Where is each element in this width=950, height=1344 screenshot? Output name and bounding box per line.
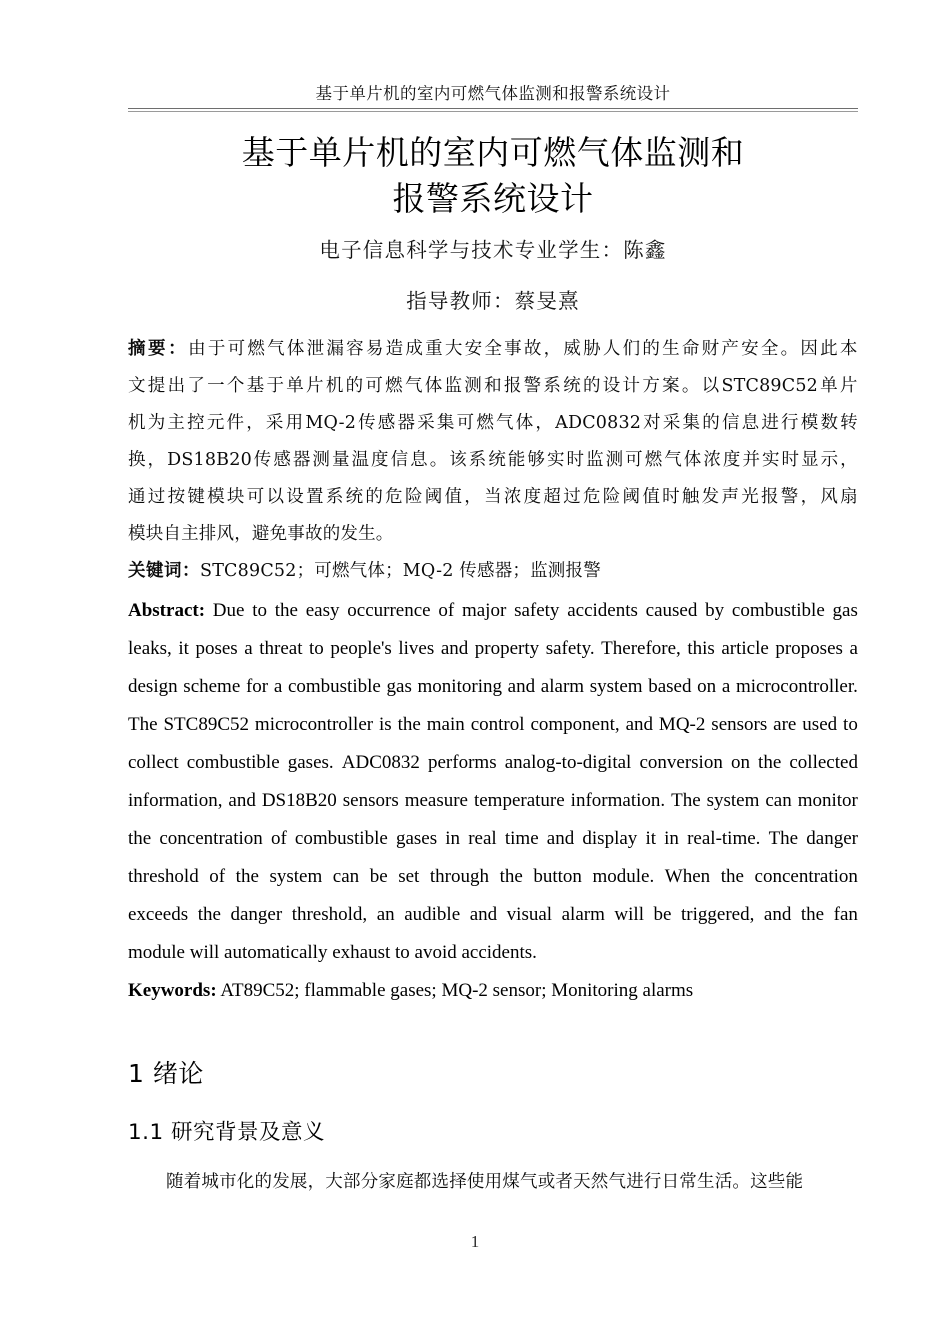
abstract-cn-block	[128, 331, 858, 553]
abstract-en-line: information, and DS18B20 sensors measure temperature information. The system can monitor	[128, 789, 858, 811]
page-title-line-1: 基于单片机的室内可燃气体监测和	[241, 133, 745, 172]
abstract-en-block	[128, 592, 858, 972]
body-paragraph: 随着城市化的发展，大部分家庭都选择使用煤气或者天然气进行日常生活。这些能	[166, 1172, 804, 1192]
abstract-cn-line: 文 提 出 了 一 个 基 于 单 片 机 的 可 燃 气 体 监 测 和 报 警 系 统 的 设 计 方 案 。 以 STC89C52 单 片	[128, 375, 858, 396]
abstract-en-line: collect combustible gases. ADC0832 performs analog-to-digital conversion on the collected	[128, 751, 858, 773]
running-header-title: 基于单片机的室内可燃气体监测和报警系统设计	[315, 84, 671, 103]
advisor-byline: 指导教师：蔡旻熹	[406, 288, 580, 313]
keywords-en-label: Keywords:	[128, 979, 217, 1001]
running-header	[128, 84, 858, 112]
abstract-cn-line: 机 为 主 控 元 件 ， 采 用 MQ-2 传 感 器 采 集 可 燃 气 体 ， ADC0832 对 采 集 的 信 息 进 行 模 数 转	[128, 412, 858, 433]
keywords-cn-line	[128, 553, 858, 590]
page-title	[128, 128, 858, 221]
page-footer	[0, 1232, 950, 1252]
abstract-cn-text: 模块自主排风，避免事故的发生。	[128, 523, 394, 544]
document-content	[128, 128, 858, 1201]
abstract-en-line: exceeds the danger threshold, an audible and visual alarm will be triggered, and the fan	[128, 903, 858, 925]
keywords-en-line	[128, 972, 858, 1010]
abstract-en-text: module will automatically exhaust to avoid accidents.	[128, 941, 537, 963]
page-number: 1	[470, 1232, 480, 1251]
section-heading-1: 1 绪论	[128, 1058, 204, 1088]
keywords-cn-label: 关键词：	[128, 560, 200, 581]
abstract-cn-line: 摘 要 ： 由 于 可 燃 气 体 泄 漏 容 易 造 成 重 大 安 全 事 故 ， 威 胁 人 们 的 生 命 财 产 安 全 。 因 此 本	[128, 338, 858, 359]
abstract-cn-line	[128, 516, 858, 553]
abstract-en-line: The STC89C52 microcontroller is the main control component, and MQ-2 sensors are used to	[128, 713, 858, 735]
abstract-en-line	[128, 934, 858, 972]
header-divider	[128, 108, 858, 112]
abstract-en-line: Abstract: Due to the easy occurrence of major safety accidents caused by combustible gas	[128, 599, 858, 621]
abstract-en-line: threshold of the system can be set through the button module. When the concentration	[128, 865, 858, 887]
abstract-en-line: leaks, it poses a threat to people's lives and property safety. Therefore, this article proposes a	[128, 637, 858, 659]
abstract-cn-line: 通 过 按 键 模 块 可 以 设 置 系 统 的 危 险 阈 值 ， 当 浓 度 超 过 危 险 阈 值 时 触 发 声 光 报 警 ， 风 扇	[128, 486, 858, 507]
student-byline: 电子信息科学与技术专业学生：陈鑫	[319, 238, 667, 263]
section-heading-1-1: 1.1 研究背景及意义	[128, 1120, 326, 1146]
abstract-en-line: the concentration of combustible gases in real time and display it in real-time. The danger	[128, 827, 858, 849]
abstract-cn-line: 换 ， DS18B20 传 感 器 测 量 温 度 信 息 。 该 系 统 能 够 实 时 监 测 可 燃 气 体 浓 度 并 实 时 显 示 ，	[128, 449, 858, 470]
abstract-en-line: design scheme for a combustible gas monitoring and alarm system based on a microcontroller.	[128, 675, 858, 697]
page-title-line-2: 报警系统设计	[392, 178, 594, 218]
keywords-cn-value: STC89C52；可燃气体；MQ-2 传感器；监测报警	[200, 560, 601, 581]
keywords-en-value: AT89C52; flammable gases; MQ-2 sensor; Monitoring alarms	[220, 979, 694, 1001]
